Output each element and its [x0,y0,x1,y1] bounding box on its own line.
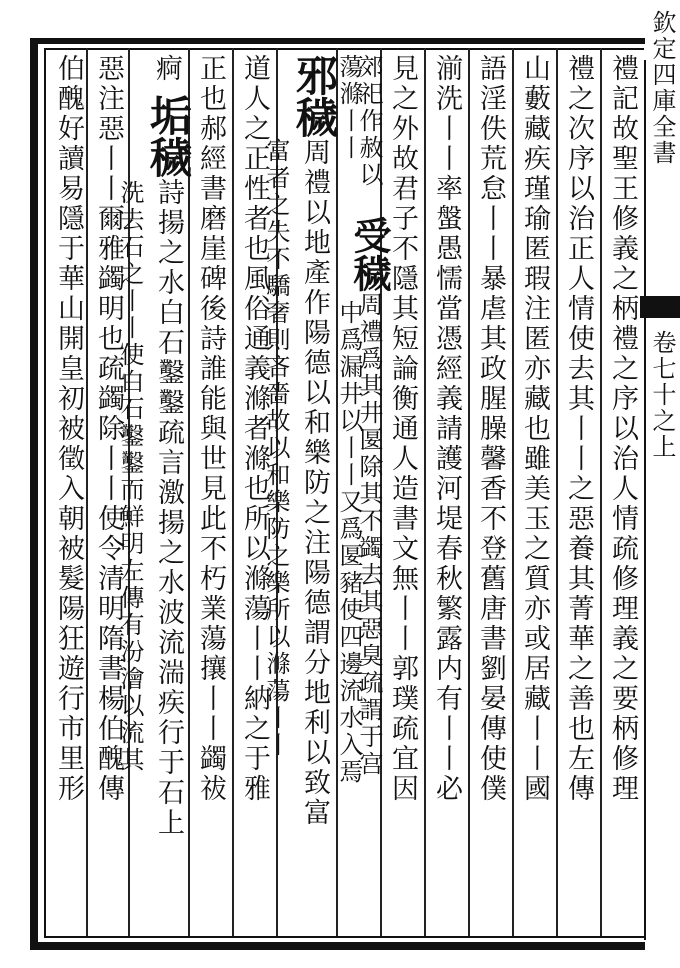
column-text: 語淫佚荒怠丨丨暴虐其政腥臊馨香不登舊唐書劉晏傳使僕 [475,54,506,804]
text-column [290,54,339,828]
frame-inner-bottom [44,936,644,938]
fishtail-mark [640,296,680,318]
text-column [602,54,642,804]
text-column [514,54,554,804]
frame-inner-top [44,48,644,50]
text-column [558,54,598,804]
entry-heading: 邪穢 [290,54,339,138]
column-text: 中爲漏井以丨丨又爲匽豬使四邊流水入焉 [335,300,363,786]
column-text: 痾 [151,54,182,84]
entry-heading: 垢穢 [144,94,193,178]
column-text: 正也郝經書磨崖碑後詩誰能與世見此不朽業蕩攘丨丨蠲祓 [195,54,226,804]
column-text: 郊祀作赦以 [355,54,383,189]
text-column [234,54,274,804]
frame-top-border [30,38,645,44]
column-text: 禮記故聖王修義之柄禮之序以治人情疏修理義之要柄修理 [607,54,638,804]
text-column [470,54,510,804]
column-text: 山藪藏疾瑾瑜匿瑕注匿亦藏也雖美玉之質亦或居藏丨丨國 [519,54,550,804]
text-column [262,138,296,759]
text-column [144,94,193,838]
text-column [88,54,128,804]
column-text: 周禮爲其井匽除其不蠲去其惡臭疏謂于宫 [355,292,383,778]
text-column-sub [335,54,363,162]
frame-left-border [30,38,38,950]
frame-inner-left [44,48,46,938]
text-column [116,180,150,774]
column-text: 道人之正性者也風俗通義滌者滌也所以滌蕩丨丨納之于雅 [239,54,270,804]
margin-rule [644,60,646,940]
column-text: 湔洗丨丨率螌愚懦當憑經義請護河堤春秋繁露内有丨丨必 [431,54,462,804]
text-column [426,54,466,804]
text-column-sub [335,300,363,786]
column-text: 惡注惡丨丨爾雅蠲明也疏蠲除丨丨使令清明隋書楊伯醜傳 [93,54,124,804]
text-column [190,54,230,804]
column-text: 禮之次序以治正人情使去其丨丨之惡養其菁華之善也左傳 [563,54,594,804]
column-text: 蕩滌丨丨 [335,54,363,162]
frame-bottom-border [30,942,645,950]
column-text: 洗去石之丨丨使白石鑿鑿而鮮明左傳有汾澮以流其 [116,180,144,774]
column-text: 周禮以地產作陽德以和樂防之注陽德謂分地利以致富 [299,138,330,828]
margin-juan-number: 卷七十之上 [648,330,676,460]
text-column [152,54,186,84]
column-text: 詩揚之水白石鑿鑿疏言激揚之水波流湍疾行于石上 [153,178,184,838]
column-text: 富者之失不驕奢則吝嗇故以和樂防之樂所以滌蕩丨丨 [262,138,290,759]
entry-heading: 受穢 [347,216,392,292]
column-text: 見之外故君子不隱其短論衡通人造書文無丨丨郭璞疏宜因 [387,54,418,804]
text-column [382,54,422,804]
column-text: 伯醜好讀易隱于華山開皇初被徵入朝被髮陽狂遊行市里形 [53,54,84,804]
margin-book-title: 欽定四庫全書 [648,10,676,166]
text-column [48,54,88,804]
